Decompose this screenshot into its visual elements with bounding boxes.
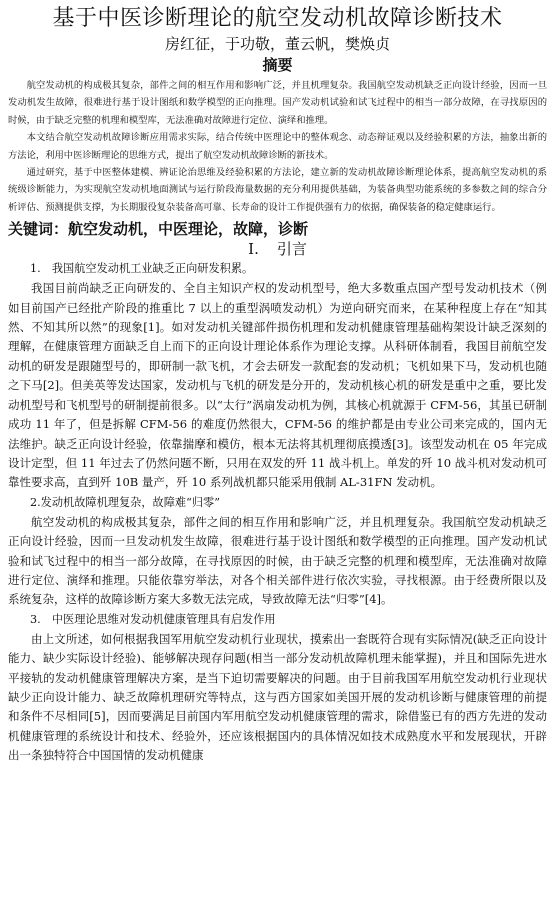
body-paragraph: 航空发动机的构成极其复杂，部件之间的相互作用和影响广泛，并且机理复杂。我国航空发动机缺乏正向设计经验，因而一旦发动机发生故障，很难进行基于设计图纸和数学模型的正向推理。国产发动机试验和试飞过程中的相当一部分故障，在寻找原因的时候，由于缺乏完整的机理和模型库，无法准确对故障进行定位、演绎和推理。只能依靠穷举法，对各个相关部件进行依次实验，寻找根源。由于经费所限以及系统复杂，这样的故障诊断方案大多数无法完成，导致故障无法“归零”[4]。 [8,514,547,607]
abstract-paragraph: 航空发动机的构成极其复杂，部件之间的相互作用和影响广泛，并且机理复杂。我国航空发动机缺乏正向设计经验，因而一旦发动机发生故障，很难进行基于设计图纸和数学模型的正向推理。国产发动机试验和试飞过程中的相当一部分故障，在寻找原因的时候，由于缺乏完整的机理和模型库，无法准确对故障进行定位、演绎和推理。 [8,80,547,126]
section-heading [8,239,547,259]
subsection-heading: 3. 中医理论思维对发动机健康管理具有启发作用 [30,612,276,626]
keywords: 关键词：航空发动机，中医理论，故障，诊断 [8,220,309,239]
abstract-paragraph: 本文结合航空发动机故障诊断应用需求实际，结合传统中医理论中的整体观念、动态辩证观以及经验积累的方法，抽象出新的方法论，利用中医诊断理论的思维方式，提出了航空发动机故障诊断的新技术。 [8,132,547,161]
subsection-heading: 2.发动机故障机理复杂，故障难“归零” [30,495,220,509]
body-paragraph: 我国目前尚缺乏正向研发的、全自主知识产权的发动机型号，绝大多数重点国产型号发动机技术（例如目前国产已经批产阶段的推重比 7 以上的重型涡喷发动机）为逆向研究而来，在某种程度上存在“知其然、不知其所以然”的现象[1]。如对发动机关键部件损伤机理和发动机健康管理基础构架设计缺乏深刻的理解，在健康管理方面缺乏自上而下的正向设计理论体系作为理论支撑。从科研体制看，我国目前航空发动机的研发是跟随型号的，即研制一款飞机，才会去研发一款配套的发动机；飞机如果下马，发动机也随之下马[2]。但美英等发达国家，发动机与飞机的研发是分开的，发动机核心机的研发是重中之重，要比发动机型号和飞机型号的研制提前很多。以“太行”涡扇发动机为例，其核心机就源于 CFM-56，其虽已研制成功 11 年了，但是拆解 CFM-56 的难度仍然很大，CFM-56 的维护都是由专业公司来完成的，国内无法维护。缺乏正向设计经验，依靠揣摩和模仿，根本无法将其机理彻底摸透[3]。该型发动机在 05 年完成设计定型，但 11 年过去了仍然问题不断，只用在双发的歼 11 战斗机上。单发的歼 10 战斗机对发动机可靠性要求高，直到歼 10B 量产，歼 10 系列战机都只能采用俄制 AL-31FN 发动机。 [8,281,547,490]
subsection-heading: 1. 我国航空发动机工业缺乏正向研发积累。 [30,262,254,276]
abstract-heading: 摘要 [262,56,293,74]
paper-page [0,6,555,903]
author-list: 房红征，于功敬，董云帆，樊焕贞 [164,35,390,53]
section-number: I. [248,240,259,259]
abstract-paragraph: 通过研究，基于中医整体建模、辨证论治思维及经验积累的方法论，建立新的发动机故障诊断理论体系，提高航空发动机的系统级诊断能力，为实现航空发动机地面测试与运行阶段海量数据的充分利用提供基础，为装备典型功能系统的多参数之间的综合分析评估、预测提供支撑，为长期服役复杂装备高可靠、长寿命的设计工作提供强有力的依据，确保装备的稳定健康运行。 [8,167,547,213]
section-title: 引言 [276,240,307,259]
body-paragraph: 由上文所述，如何根据我国军用航空发动机行业现状，摸索出一套既符合现有实际情况(缺乏正向设计能力、缺少实际设计经验)、能够解决现存问题(相当一部分发动机故障机理未能掌握)，并且和国际先进水平接轨的发动机健康管理解决方案，是当下迫切需要解决的问题。由于目前我国军用航空发动机行业现状缺少正向设计能力、缺乏故障机理研究等特点，这与西方国家如美国开展的发动机诊断与健康管理的前提和条件不尽相同[5]，因而要满足目前国内军用航空发动机健康管理的需求，除借鉴已有的西方先进的发动机健康管理的系统设计和技术、经验外，还应该根据国内的具体情况如技术成熟度水平和发展现状，开辟出一条独特符合中国国情的发动机健康 [8,631,547,763]
paper-title: 基于中医诊断理论的航空发动机故障诊断技术 [52,6,503,31]
